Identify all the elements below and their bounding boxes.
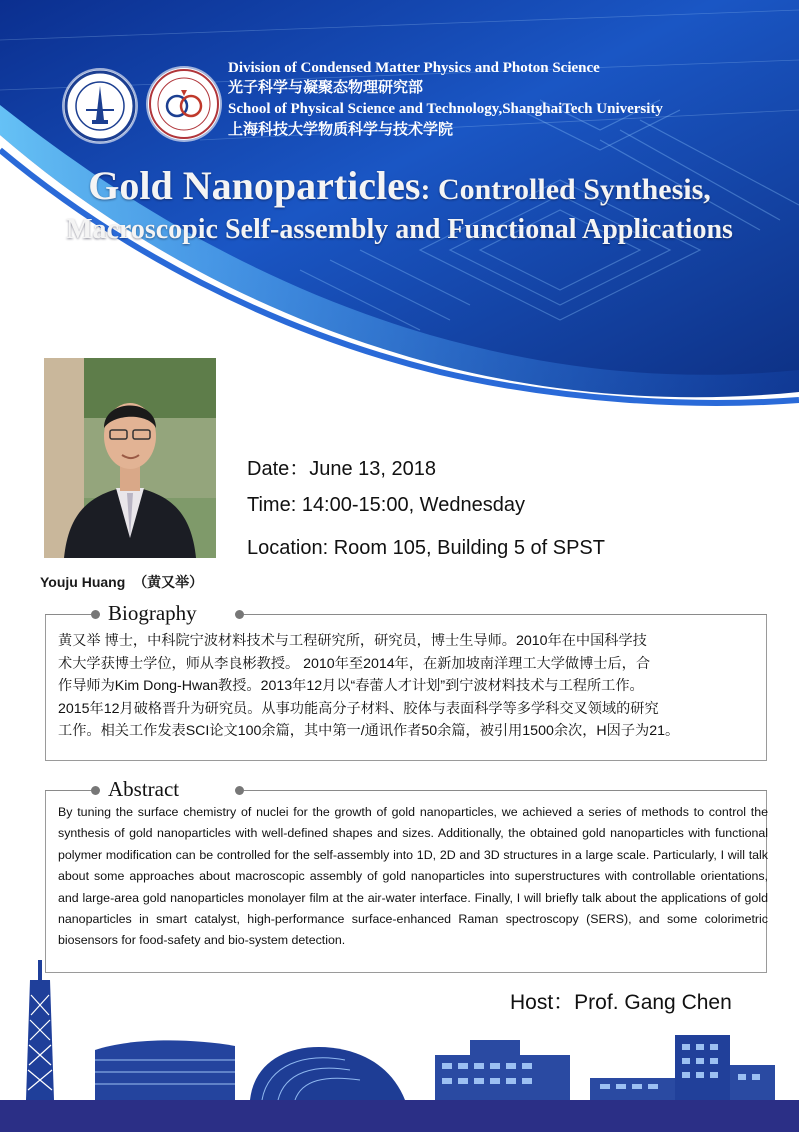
event-location: Location: Room 105, Building 5 of SPST [247, 537, 605, 559]
event-date: Date：June 13, 2018 [247, 458, 437, 480]
shanghaitech-logo [64, 70, 136, 142]
biography-line: 2015年12月破格晋升为研究员。从事功能高分子材料、胶体与表面科学等多学科交叉领域的研究 [58, 700, 659, 717]
biography-line: 作导师为Kim Dong-Hwan教授。2013年12月以“春蕾人才计划”到宁波材料技术与工程所工作。 [58, 678, 644, 695]
org-line-cn-school: 上海科技大学物质科学与技术学院 [228, 122, 454, 138]
speaker-name-en: Youju Huang [40, 574, 126, 590]
talk-title-line1 [0, 162, 799, 209]
heading-dot-left [91, 786, 100, 795]
biography-heading-rule [45, 601, 767, 626]
biography-line: 工作。相关工作发表SCI论文100余篇，其中第一/通讯作者50余篇，被引用1500余次，H因子为21。 [58, 723, 680, 740]
talk-title-main: Gold Nanoparticles [88, 163, 421, 208]
host-name: Host：Prof. Gang Chen [510, 991, 732, 1014]
building-3 [435, 1040, 570, 1100]
speaker-photo [44, 358, 216, 558]
org-line-en-school: School of Physical Science and Technology,ShanghaiTech University [228, 101, 663, 117]
biography-line: 术大学获博士学位，师从李良彬教授。 2010年至2014年，在新加坡南洋理工大学做博士后，合 [58, 655, 651, 672]
heading-rule-left [45, 614, 91, 615]
biography-text [58, 630, 768, 743]
heading-rule-right [244, 790, 767, 791]
heading-dot-right [235, 610, 244, 619]
speaker-name [40, 572, 203, 592]
heading-rule-left [45, 790, 91, 791]
biography-line: 黄又举 博士，中科院宁波材料技术与工程研究所，研究员，博士生导师。2010年在中国科学技 [58, 633, 647, 649]
abstract-heading-rule [45, 777, 767, 802]
building-4 [590, 1035, 775, 1100]
building-1 [95, 1040, 235, 1100]
footer-band [0, 1100, 799, 1132]
org-line-en-division: Division of Condensed Matter Physics and Photon Science [228, 60, 600, 76]
talk-title-line2: Macroscopic Self-assembly and Functional Applications [66, 214, 733, 245]
event-time: Time: 14:00-15:00, Wednesday [247, 494, 525, 516]
org-line-cn-division: 光子科学与凝聚态物理研究部 [228, 80, 424, 96]
city-skyline [0, 960, 799, 1132]
speaker-name-cn: （黄又举） [133, 574, 204, 590]
talk-title-rest: : Controlled Synthesis, [420, 173, 711, 206]
biography-heading: Biography [108, 601, 197, 625]
abstract-heading: Abstract [108, 777, 180, 801]
heading-dot-right [235, 786, 244, 795]
building-2 [250, 1047, 405, 1100]
heading-dot-left [91, 610, 100, 619]
dps-logo [148, 68, 220, 140]
abstract-text: By tuning the surface chemistry of nuclei for the growth of gold nanoparticles, we achieved a series of methods to control the synthesis of gold nanoparticles with well-defined shapes and sizes. Additionally, the obtained gold nanoparticles with functional polymer modification can be controlled for the self-assembly into 1D, 2D and 3D structures in a large scale. Particularly, I will talk about some approaches about macroscopic assembly of gold nanoparticles into superstructures with controllable orientations, and large-area gold nanoparticles monolayer film at the air-water interface. Finally, I will briefly talk about the applications of gold nanoparticles in smart catalyst, high-performance surface-enhanced Raman spectroscopy (SERS), and some colorimetric biosensors for food-safety and bio-system detection. [58, 805, 768, 948]
heading-rule-right [244, 614, 767, 615]
header-banner [0, 0, 799, 420]
